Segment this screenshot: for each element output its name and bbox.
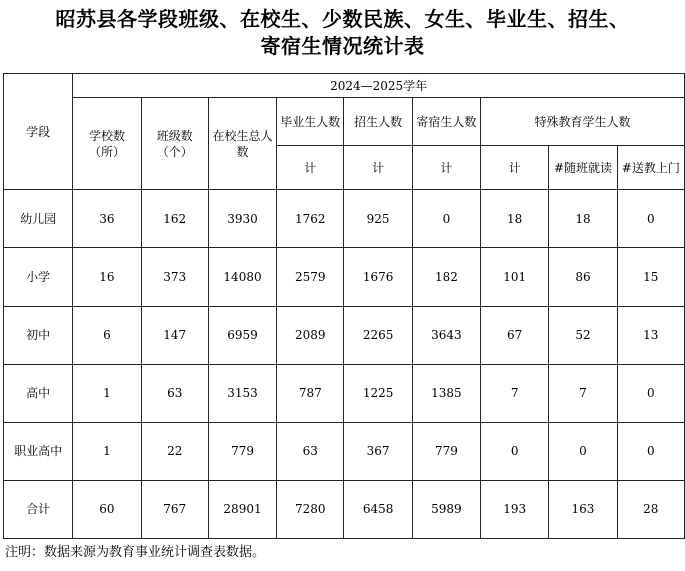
header-row-year (4, 74, 685, 98)
table-cell: 367 (344, 422, 412, 480)
table-cell: 147 (141, 306, 208, 364)
row-stage-label: 幼儿园 (4, 190, 73, 248)
sub-header-total: 计 (412, 146, 480, 190)
page-title (0, 6, 685, 60)
sub-header-total: 计 (277, 146, 344, 190)
table-cell: 5989 (412, 480, 480, 538)
col-header-graduates: 毕业生人数 (277, 98, 344, 146)
table-cell: 52 (549, 306, 617, 364)
table-cell: 767 (141, 480, 208, 538)
table-cell: 3643 (412, 306, 480, 364)
table-cell: 60 (73, 480, 141, 538)
statistics-table (3, 73, 685, 539)
table-cell: 162 (141, 190, 208, 248)
table-row (4, 248, 685, 306)
table-cell: 6 (73, 306, 141, 364)
col-header-special: 特殊教育学生人数 (481, 98, 685, 146)
col-header-admissions: 招生人数 (344, 98, 412, 146)
table-cell: 0 (617, 422, 684, 480)
stage-header: 学段 (4, 74, 73, 190)
table-cell: 2089 (277, 306, 344, 364)
table-cell: 16 (73, 248, 141, 306)
table-cell: 22 (141, 422, 208, 480)
table-cell: 193 (481, 480, 549, 538)
table-body (4, 190, 685, 539)
header-row-columns (4, 98, 685, 146)
table-cell: 13 (617, 306, 684, 364)
table-cell: 1762 (277, 190, 344, 248)
footnote: 注明：数据来源为教育事业统计调查表数据。 (5, 545, 266, 560)
table-row (4, 422, 685, 480)
table-cell: 779 (412, 422, 480, 480)
table-cell: 7280 (277, 480, 344, 538)
table-cell: 0 (412, 190, 480, 248)
table-cell: 101 (481, 248, 549, 306)
table-row (4, 190, 685, 248)
sub-header-inclusive: #随班就读 (549, 146, 617, 190)
table-cell: 2579 (277, 248, 344, 306)
table-cell: 28 (617, 480, 684, 538)
table-cell: 1 (73, 422, 141, 480)
col-header-schools: 学校数（所） (73, 98, 141, 190)
table-row (4, 364, 685, 422)
table-cell: 18 (481, 190, 549, 248)
row-stage-label: 职业高中 (4, 422, 73, 480)
table-cell: 36 (73, 190, 141, 248)
table-cell: 1225 (344, 364, 412, 422)
table-cell: 0 (617, 190, 684, 248)
sub-header-total: 计 (481, 146, 549, 190)
table-cell: 787 (277, 364, 344, 422)
table-cell: 182 (412, 248, 480, 306)
table-cell: 1 (73, 364, 141, 422)
table-cell: 63 (141, 364, 208, 422)
row-stage-label: 合计 (4, 480, 73, 538)
year-header: 2024—2025学年 (73, 74, 685, 98)
col-header-enrolled: 在校生总人数 (208, 98, 276, 190)
table-cell: 15 (617, 248, 684, 306)
sub-header-home: #送教上门 (617, 146, 684, 190)
table-cell: 6959 (208, 306, 276, 364)
sub-header-total: 计 (344, 146, 412, 190)
table-cell: 3153 (208, 364, 276, 422)
table-cell: 28901 (208, 480, 276, 538)
table-cell: 1385 (412, 364, 480, 422)
table-cell: 2265 (344, 306, 412, 364)
table-cell: 7 (549, 364, 617, 422)
table-cell: 0 (481, 422, 549, 480)
table-cell: 3930 (208, 190, 276, 248)
title-line-2: 寄宿生情况统计表 (260, 34, 425, 58)
row-stage-label: 小学 (4, 248, 73, 306)
table-cell: 1676 (344, 248, 412, 306)
table-cell: 0 (617, 364, 684, 422)
table-cell: 86 (549, 248, 617, 306)
table-cell: 779 (208, 422, 276, 480)
col-header-classes: 班级数（个） (141, 98, 208, 190)
col-header-boarders: 寄宿生人数 (412, 98, 480, 146)
row-stage-label: 高中 (4, 364, 73, 422)
row-stage-label: 初中 (4, 306, 73, 364)
table-cell: 925 (344, 190, 412, 248)
table-cell: 7 (481, 364, 549, 422)
title-line-1: 昭苏县各学段班级、在校生、少数民族、女生、毕业生、招生、 (55, 7, 630, 31)
table-cell: 18 (549, 190, 617, 248)
table-cell: 6458 (344, 480, 412, 538)
table-row (4, 480, 685, 538)
table-cell: 67 (481, 306, 549, 364)
table-row (4, 306, 685, 364)
table-cell: 14080 (208, 248, 276, 306)
table-cell: 373 (141, 248, 208, 306)
table-cell: 0 (549, 422, 617, 480)
table-cell: 163 (549, 480, 617, 538)
table-cell: 63 (277, 422, 344, 480)
